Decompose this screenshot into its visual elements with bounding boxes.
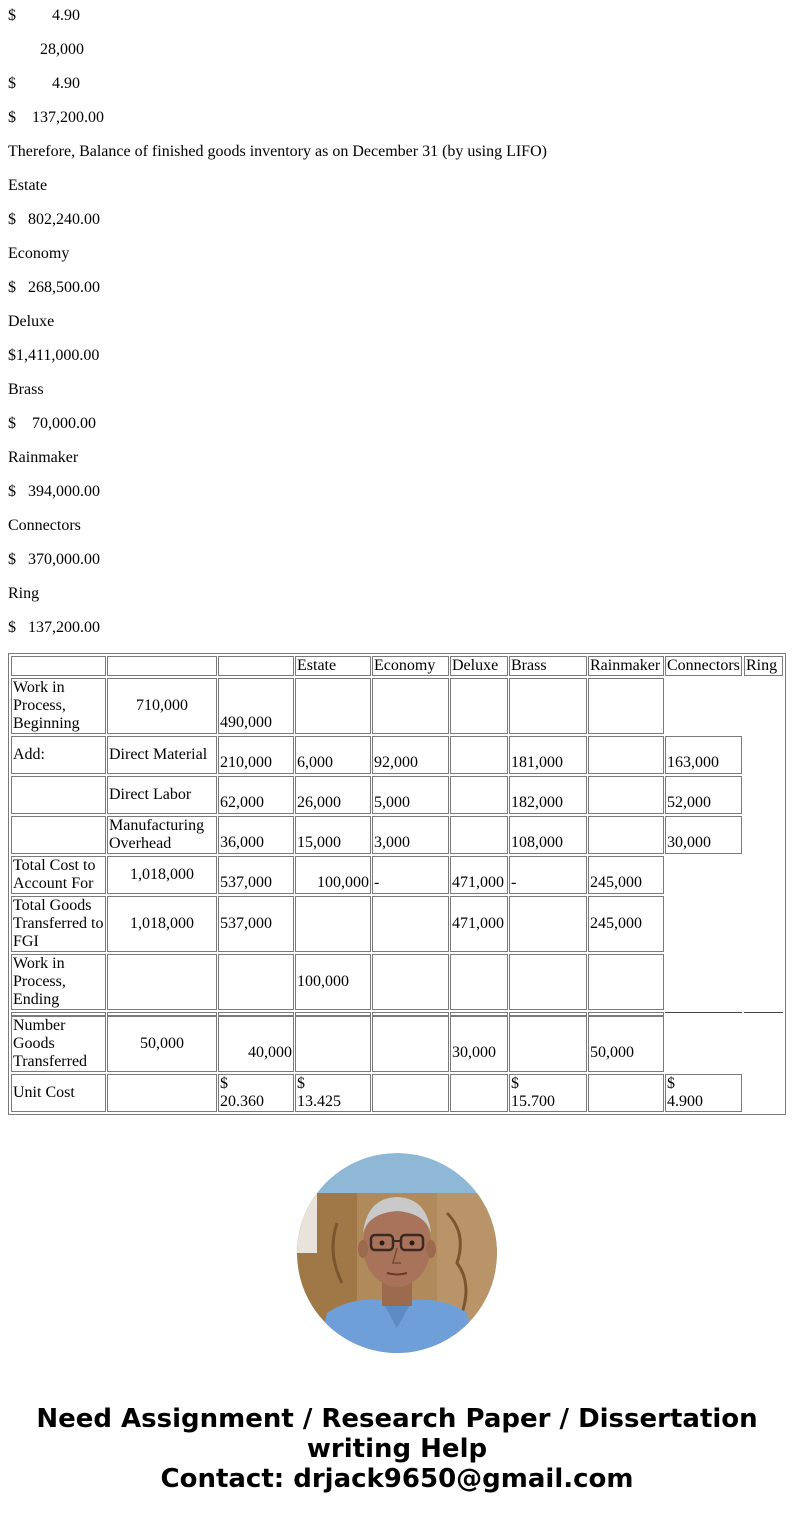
table-cell bbox=[372, 1016, 449, 1072]
table-cell bbox=[509, 678, 587, 734]
row-label: Number Goods Transferred bbox=[11, 1016, 106, 1072]
table-cell: - bbox=[509, 856, 587, 894]
table-cell: 1,018,000 bbox=[107, 856, 217, 894]
table-cell: 6,000 bbox=[295, 736, 371, 774]
text-line: 28,000 bbox=[8, 41, 84, 58]
header-rainmaker: Rainmaker bbox=[588, 656, 664, 676]
header-cell bbox=[11, 656, 106, 676]
table-cell bbox=[372, 896, 449, 952]
table-cell bbox=[588, 736, 664, 774]
table-cell bbox=[588, 954, 664, 1010]
header-cell bbox=[218, 656, 294, 676]
table-cell bbox=[588, 678, 664, 734]
table-cell: 471,000 bbox=[450, 856, 508, 894]
row-label: Total Goods Transferred to FGI bbox=[11, 896, 106, 952]
table-cell bbox=[11, 816, 106, 854]
text-line: Ring bbox=[8, 585, 40, 602]
table-cell: 245,000 bbox=[588, 896, 664, 952]
table-cell: $ 15.700 bbox=[509, 1074, 587, 1112]
table-cell bbox=[295, 896, 371, 952]
row-label: Total Cost to Account For bbox=[11, 856, 106, 894]
table-cell: 182,000 bbox=[509, 776, 587, 814]
table-cell bbox=[450, 1074, 508, 1112]
footer-line: Need Assignment / Research Paper / Dissertation bbox=[36, 1404, 758, 1434]
table-cell: $ 20.360 bbox=[218, 1074, 294, 1112]
table-cell bbox=[372, 1074, 449, 1112]
avatar bbox=[297, 1153, 497, 1353]
table-cell: 108,000 bbox=[509, 816, 587, 854]
table-cell: 50,000 bbox=[588, 1016, 664, 1072]
header-economy: Economy bbox=[372, 656, 449, 676]
underline-rule bbox=[665, 1012, 742, 1013]
table-cell bbox=[588, 776, 664, 814]
text-line: Rainmaker bbox=[8, 449, 79, 466]
table-cell bbox=[588, 816, 664, 854]
table-cell bbox=[107, 1074, 217, 1112]
table-cell: 100,000 bbox=[295, 856, 371, 894]
table-cell: 52,000 bbox=[665, 776, 742, 814]
table-cell: 181,000 bbox=[509, 736, 587, 774]
text-line: $ 137,200.00 bbox=[8, 619, 100, 636]
table-cell: 92,000 bbox=[372, 736, 449, 774]
text-line: $ 4.90 bbox=[8, 7, 80, 24]
table-cell bbox=[588, 1074, 664, 1112]
table-cell bbox=[450, 816, 508, 854]
row-label: Unit Cost bbox=[11, 1074, 106, 1112]
text-line: $ 4.90 bbox=[8, 75, 80, 92]
table-cell: $ 4.900 bbox=[665, 1074, 742, 1112]
table-cell: 471,000 bbox=[450, 896, 508, 952]
table-cell: 163,000 bbox=[665, 736, 742, 774]
table-cell bbox=[372, 678, 449, 734]
row-sublabel: Manufacturing Overhead bbox=[107, 816, 217, 854]
table-cell: 210,000 bbox=[218, 736, 294, 774]
header-connectors: Connectors bbox=[665, 656, 742, 676]
table-cell: 30,000 bbox=[665, 816, 742, 854]
footer-line: writing Help bbox=[306, 1434, 488, 1464]
table-cell bbox=[450, 954, 508, 1010]
table-cell: $ 13.425 bbox=[295, 1074, 371, 1112]
table-cell bbox=[295, 678, 371, 734]
table-cell: 62,000 bbox=[218, 776, 294, 814]
text-line: $ 394,000.00 bbox=[8, 483, 100, 500]
header-cell bbox=[107, 656, 217, 676]
table-cell: 36,000 bbox=[218, 816, 294, 854]
table-cell bbox=[372, 954, 449, 1010]
header-ring: Ring bbox=[744, 656, 783, 676]
text-line: $ 70,000.00 bbox=[8, 415, 96, 432]
text-line: Therefore, Balance of finished goods inventory as on December 31 (by using LIFO) bbox=[8, 143, 547, 160]
text-line: Economy bbox=[8, 245, 70, 262]
cost-table bbox=[8, 653, 786, 1115]
table-cell bbox=[509, 954, 587, 1010]
table-cell bbox=[509, 896, 587, 952]
text-line: $1,411,000.00 bbox=[8, 347, 100, 364]
table-cell bbox=[450, 736, 508, 774]
table-cell: 30,000 bbox=[450, 1016, 508, 1072]
table-cell: 1,018,000 bbox=[107, 896, 217, 952]
table-cell bbox=[11, 776, 106, 814]
text-line: Deluxe bbox=[8, 313, 55, 330]
header-brass: Brass bbox=[509, 656, 587, 676]
table-cell bbox=[450, 776, 508, 814]
table-cell: 537,000 bbox=[218, 896, 294, 952]
row-label: Work in Process, Ending bbox=[11, 954, 106, 1010]
table-cell: 3,000 bbox=[372, 816, 449, 854]
text-line: $ 802,240.00 bbox=[8, 211, 100, 228]
portrait-image bbox=[297, 1153, 497, 1353]
footer-contact: Contact: drjack9650@gmail.com bbox=[160, 1464, 634, 1494]
table-cell: 26,000 bbox=[295, 776, 371, 814]
text-line: Estate bbox=[8, 177, 48, 194]
table-cell bbox=[295, 1016, 371, 1072]
table-cell bbox=[509, 1016, 587, 1072]
row-sublabel: Direct Material bbox=[107, 736, 217, 774]
underline-rule bbox=[744, 1012, 783, 1013]
table-cell: 100,000 bbox=[295, 954, 371, 1010]
table-cell bbox=[450, 678, 508, 734]
table-cell: 537,000 bbox=[218, 856, 294, 894]
row-sublabel: Direct Labor bbox=[107, 776, 217, 814]
table-cell bbox=[107, 954, 217, 1010]
table-cell: 5,000 bbox=[372, 776, 449, 814]
text-line: $ 268,500.00 bbox=[8, 279, 100, 296]
text-line: $ 370,000.00 bbox=[8, 551, 100, 568]
header-estate: Estate bbox=[295, 656, 371, 676]
text-line: $ 137,200.00 bbox=[8, 109, 104, 126]
row-label: Work in Process, Beginning bbox=[11, 678, 106, 734]
table-cell: 245,000 bbox=[588, 856, 664, 894]
table-cell: 710,000 bbox=[107, 678, 217, 734]
text-line: Connectors bbox=[8, 517, 81, 534]
table-cell: - bbox=[372, 856, 449, 894]
header-deluxe: Deluxe bbox=[450, 656, 508, 676]
table-cell: 40,000 bbox=[218, 1016, 294, 1072]
table-cell bbox=[218, 954, 294, 1010]
table-cell: 50,000 bbox=[107, 1016, 217, 1072]
text-line: Brass bbox=[8, 381, 44, 398]
table-cell: 15,000 bbox=[295, 816, 371, 854]
row-label: Add: bbox=[11, 736, 106, 774]
table-cell: 490,000 bbox=[218, 678, 294, 734]
